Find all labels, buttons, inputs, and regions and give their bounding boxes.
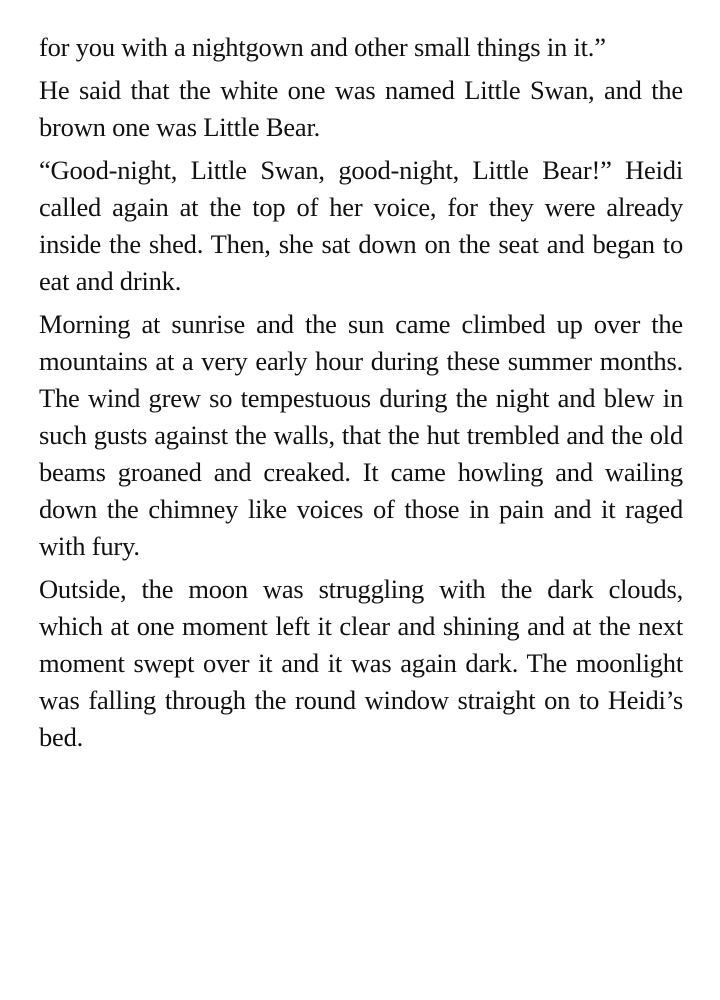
paragraph-4: Morning at sunrise and the sun came climbed up over the mountains at a very early hour during these summer months. The wind grew so tempestuous during the night and blew in such gusts against the walls, that the hut trembled and the old beams groaned and creaked. It came howling and wailing down the chimney like voices of those in pain and it raged with fury. (39, 309, 683, 561)
paragraph-1: for you with a nightgown and other small things in it.” (39, 32, 606, 62)
page-body (39, 29, 683, 762)
paragraph-5: Outside, the moon was struggling with the dark clouds, which at one moment left it clear and shining and at the next moment swept over it and it was again dark. The moonlight was falling through the round window straight on to Heidi’s bed. (39, 574, 683, 752)
paragraph-3: “Good-night, Little Swan, good-night, Little Bear!” Heidi called again at the top of her voice, for they were already inside the shed. Then, she sat down on the seat and began to eat and drink. (39, 155, 683, 296)
paragraph-2: He said that the white one was named Little Swan, and the brown one was Little Bear. (39, 75, 683, 142)
